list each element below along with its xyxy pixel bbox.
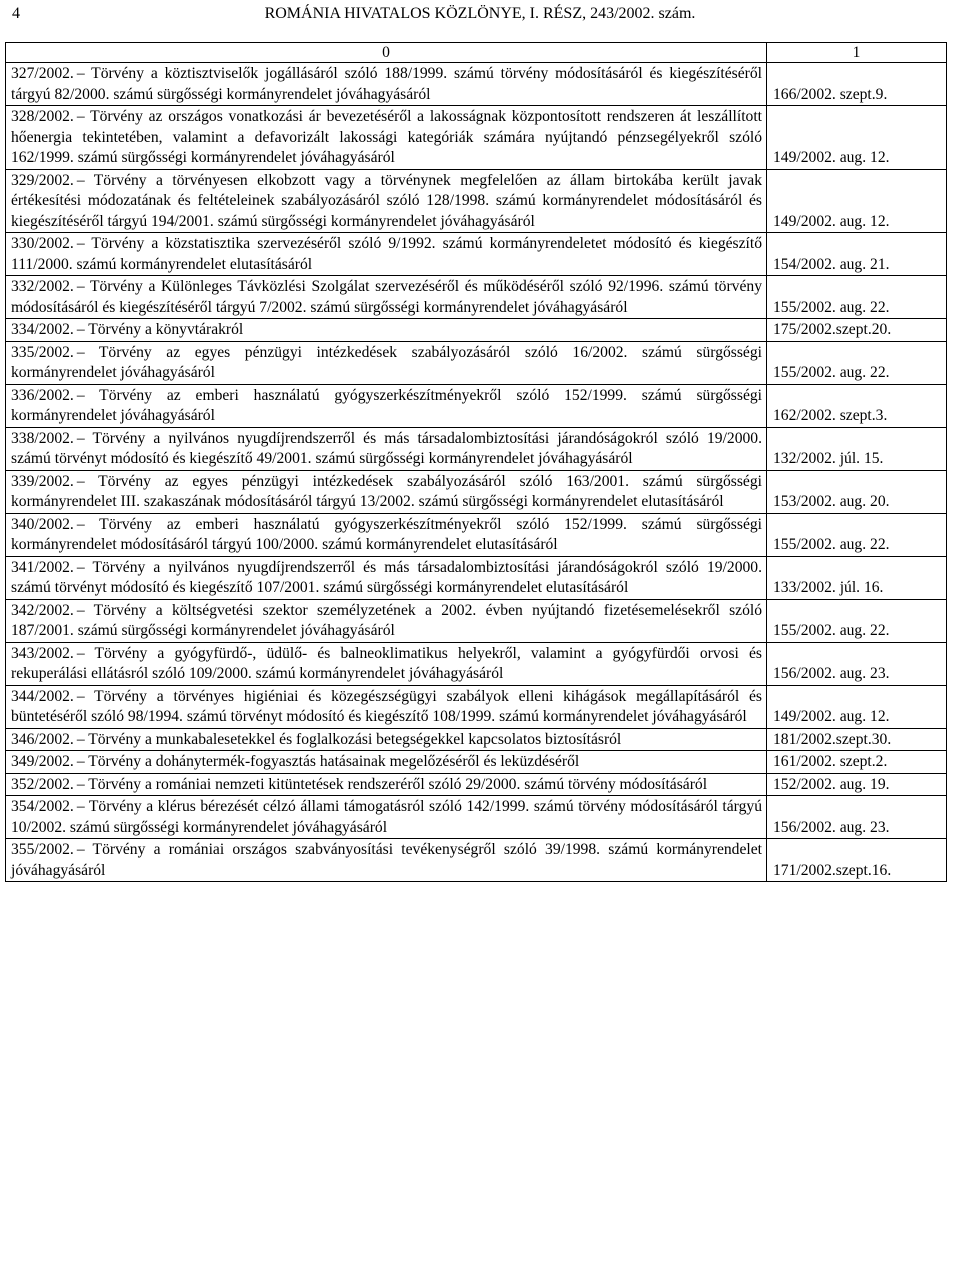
publication-ref: 171/2002.szept.16. (773, 861, 892, 879)
table-row (6, 751, 946, 774)
law-title: – Törvény a gyógyfürdő-, üdülő- és balneoklimatikus helyekről, valamint a gyógyfürdői orvosi és rekuperálási ellátásról szóló 109/2000. számú kormányrendelet jóváhagyásáról (11, 644, 762, 682)
law-title: – Törvény a romániai országos szabványosítási tevékenységről szóló 39/1998. számú kormányrendelet jóváhagyásáról (11, 841, 762, 879)
table-row (6, 600, 946, 643)
law-title: – Törvény a klérus bérezését célzó állami támogatásról szóló 142/1999. számú törvény módosításáról tárgyú 10/2002. számú sürgősségi kormányrendelet jóváhagyásáról (11, 798, 762, 836)
law-number: 332/2002. (11, 278, 74, 295)
publication-ref: 155/2002. aug. 22. (773, 622, 890, 639)
law-number: 328/2002. (11, 108, 74, 125)
law-title: – Törvény az országos vonatkozási ár bevezetéséről a lakosságnak központosított rendszeren át leszállított hőenergia tekintetében, valamint a defavorizált lakossági kategóriák számára nyújtandó pénzsegélyekről szóló 162/1999. számú sürgősségi kormányrendelet jóváhagyásáról (11, 108, 762, 166)
law-number: 340/2002. (11, 515, 74, 533)
law-number: 327/2002. (11, 65, 74, 82)
publication-ref-cell (767, 774, 946, 796)
publication-ref: 175/2002.szept.20. (773, 321, 892, 338)
table-row (6, 106, 946, 170)
publication-ref: 152/2002. aug. 19. (773, 775, 890, 793)
law-number: 342/2002. (11, 601, 74, 619)
law-title: – Törvény az egyes pénzügyi intézkedések szabályozásáról szóló 16/2002. számú sürgősségi kormányrendelet jóváhagyásáról (11, 343, 762, 381)
publication-ref: 155/2002. aug. 22. (773, 364, 890, 381)
law-description-cell (6, 643, 767, 685)
law-description-cell (6, 839, 767, 881)
publication-ref-cell (767, 600, 946, 642)
law-title: – Törvény a köztisztviselők jogállásáról szóló 188/1999. számú törvény módosításáról és kiegészítéséről tárgyú 82/2000. számú sürgősségi kormányrendelet jóváhagyásáról (11, 65, 762, 103)
table-header-row (6, 43, 946, 63)
publication-ref: 149/2002. aug. 12. (773, 708, 890, 725)
law-description-cell (6, 319, 767, 341)
page-header (12, 5, 948, 27)
publication-ref-cell (767, 170, 946, 233)
gazette-title: ROMÁNIA HIVATALOS KÖZLÖNYE, I. RÉSZ, 243/2002. szám. (264, 5, 696, 22)
publication-ref: 149/2002. aug. 12. (773, 212, 890, 230)
law-description-cell (6, 385, 767, 427)
law-description-cell (6, 428, 767, 470)
publication-ref-cell (767, 729, 946, 751)
law-number: 355/2002. (11, 841, 74, 858)
publication-ref: 153/2002. aug. 20. (773, 493, 890, 510)
law-title: – Törvény a közstatisztika szervezéséről szóló 9/1992. számú kormányrendeletet módosító és kiegészítő 111/2000. számú kormányrendelet elutasításáról (11, 235, 762, 273)
publication-ref: 161/2002. szept.2. (773, 753, 888, 770)
law-description-cell (6, 557, 767, 599)
table-row (6, 170, 946, 234)
law-number: 330/2002. (11, 235, 74, 252)
law-description-cell (6, 686, 767, 728)
publication-ref: 162/2002. szept.3. (773, 407, 888, 424)
publication-ref-cell (767, 557, 946, 599)
law-description-cell (6, 63, 767, 105)
law-description-cell (6, 600, 767, 642)
law-description-cell (6, 751, 767, 773)
publication-ref-cell (767, 385, 946, 427)
law-number: 344/2002. (11, 687, 74, 705)
law-number: 329/2002. (11, 171, 74, 189)
law-number: 343/2002. (11, 644, 74, 662)
publication-ref-cell (767, 686, 946, 728)
publication-ref-cell (767, 471, 946, 513)
publication-ref-cell (767, 751, 946, 773)
publication-ref: 149/2002. aug. 12. (773, 149, 890, 166)
law-title: – Törvény a munkabalesetekkel és foglalkozási betegségekkel kapcsolatos biztosításról (76, 730, 622, 748)
law-description-cell (6, 471, 767, 513)
table-row (6, 471, 946, 514)
law-number: 352/2002. (11, 775, 74, 793)
publication-ref: 181/2002.szept.30. (773, 730, 892, 748)
law-number: 346/2002. (11, 730, 74, 748)
table-row (6, 514, 946, 557)
table-row (6, 774, 946, 797)
publication-ref: 132/2002. júl. 15. (773, 450, 884, 467)
publication-ref-cell (767, 233, 946, 275)
law-title: – Törvény a költségvetési szektor személyzetének a 2002. évben nyújtandó fizetésemelésekről szóló 187/2001. számú sürgősségi kormányrendelet jóváhagyásáról (11, 601, 762, 639)
law-description-cell (6, 514, 767, 556)
law-title: – Törvény a romániai nemzeti kitüntetések rendszeréről szóló 29/2000. számú törvény módosításáról (76, 775, 708, 793)
law-description-cell (6, 774, 767, 796)
law-number: 339/2002. (11, 472, 74, 490)
publication-ref: 133/2002. júl. 16. (773, 579, 884, 596)
table-row (6, 557, 946, 600)
table-row (6, 729, 946, 752)
table-row (6, 276, 946, 319)
law-title: – Törvény az egyes pénzügyi intézkedések szabályozásáról szóló 163/2001. számú sürgősségi kormányrendelet III. szakaszának módosításáról tárgyú 13/2002. számú sürgősségi kormányrendelet elutasításáról (11, 472, 762, 510)
law-title: – Törvény a törvényes higiéniai és közegészségügyi szabályok elleni kihágások megállapításáról és büntetéséről szóló 98/1994. számú törvényt módosító és kiegészítő 108/1999. számú kormányrendelet jóváhagyásáról (11, 687, 762, 725)
law-title: – Törvény a Különleges Távközlési Szolgálat szervezéséről és működéséről szóló 92/1996. számú törvény módosításáról és kiegészítéséről tárgyú 7/2002. számú sürgősségi kormányrendelet jóváhagyásáról (11, 278, 762, 316)
law-number: 338/2002. (11, 429, 74, 447)
law-title: – Törvény az emberi használatú gyógyszerkészítményekről szóló 152/1999. számú sürgősségi kormányrendelet módosításáról tárgyú 100/2000. számú kormányrendelet elutasításáról (11, 515, 762, 553)
law-description-cell (6, 106, 767, 169)
law-title: – Törvény a dohánytermék-fogyasztás hatásainak megelőzéséről és leküzdéséről (76, 753, 580, 770)
column-header-1: 1 (852, 44, 861, 61)
table-body (6, 63, 946, 882)
law-title: – Törvény a nyilvános nyugdíjrendszerről és más társadalombiztosítási járandóságokról szóló 19/2000. számú törvényt módosító és kiegészítő 107/2001. számú sürgősségi kormányrendelet elutasításáról (11, 558, 762, 596)
law-number: 334/2002. (11, 321, 74, 338)
table-row (6, 63, 946, 106)
publication-ref-cell (767, 63, 946, 105)
table-row (6, 686, 946, 729)
column-header-0: 0 (6, 43, 767, 62)
law-number: 336/2002. (11, 386, 74, 404)
laws-table (5, 42, 947, 882)
publication-ref: 154/2002. aug. 21. (773, 255, 890, 273)
law-number: 349/2002. (11, 753, 74, 770)
law-description-cell (6, 796, 767, 838)
page-number: 4 (12, 5, 20, 22)
table-row (6, 233, 946, 276)
publication-ref-cell (767, 643, 946, 685)
table-row (6, 796, 946, 839)
law-description-cell (6, 276, 767, 318)
publication-ref-cell (767, 276, 946, 318)
publication-ref: 156/2002. aug. 23. (773, 665, 890, 682)
table-row (6, 342, 946, 385)
table-row (6, 319, 946, 342)
publication-ref-cell (767, 319, 946, 341)
table-row (6, 428, 946, 471)
law-number: 354/2002. (11, 798, 74, 815)
publication-ref: 166/2002. szept.9. (773, 85, 888, 103)
publication-ref-cell (767, 428, 946, 470)
law-description-cell (6, 170, 767, 233)
law-title: – Törvény az emberi használatú gyógyszerkészítményekről szóló 152/1999. számú sürgősségi kormányrendelet jóváhagyásáról (11, 386, 762, 424)
publication-ref: 156/2002. aug. 23. (773, 818, 890, 836)
publication-ref-cell (767, 342, 946, 384)
table-row (6, 643, 946, 686)
publication-ref-cell (767, 796, 946, 838)
law-number: 341/2002. (11, 558, 74, 576)
law-title: – Törvény a törvényesen elkobzott vagy a törvénynek megfelelően az állam birtokába került javak értékesítési módozatának és feltételeinek szabályozásáról szóló 128/1998. számú kormányrendelet módosításáról és kiegészítéséről tárgyú 194/2001. számú sürgősségi kormányrendelet jóváhagyásáról (11, 171, 762, 230)
law-description-cell (6, 233, 767, 275)
publication-ref-cell (767, 514, 946, 556)
publication-ref-cell (767, 839, 946, 881)
publication-ref-cell (767, 106, 946, 169)
table-row (6, 839, 946, 882)
law-title: – Törvény a könyvtárakról (76, 321, 244, 338)
publication-ref: 155/2002. aug. 22. (773, 536, 890, 553)
law-description-cell (6, 342, 767, 384)
publication-ref: 155/2002. aug. 22. (773, 298, 890, 316)
law-description-cell (6, 729, 767, 751)
law-number: 335/2002. (11, 343, 74, 361)
table-row (6, 385, 946, 428)
law-title: – Törvény a nyilvános nyugdíjrendszerről és más társadalombiztosítási járandóságokról szóló 19/2000. számú törvényt módosító és kiegészítő 49/2001. számú sürgősségi kormányrendelet jóváhagyásáról (11, 429, 762, 467)
